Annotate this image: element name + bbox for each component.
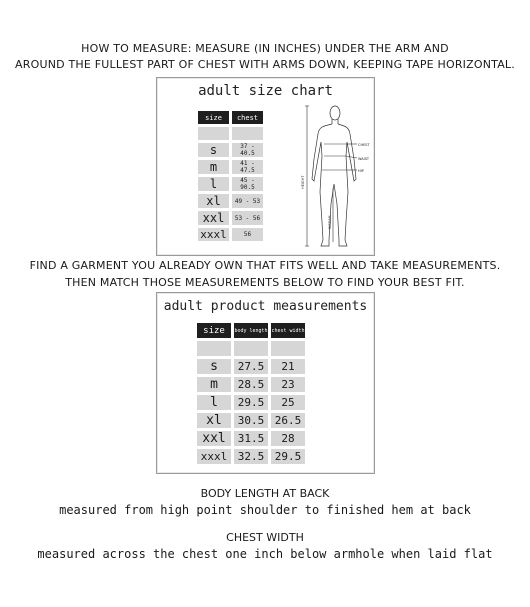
- product-chart-blank-row: [197, 341, 305, 356]
- product-chart-table: [194, 320, 308, 467]
- chest-cell: 53 - 56: [232, 211, 263, 225]
- size-cell: xxl: [198, 211, 229, 225]
- product-header-size: size: [197, 323, 231, 338]
- size-cell: xl: [197, 413, 231, 428]
- intro-line-1: HOW TO MEASURE: MEASURE (IN INCHES) UNDER THE ARM AND: [81, 42, 449, 55]
- size-cell: m: [197, 377, 231, 392]
- chest-cell: 41 - 47.5: [232, 160, 263, 174]
- table-row: [197, 413, 305, 428]
- size-chart-header-chest: chest: [232, 111, 263, 124]
- product-chart-title: adult product measurements: [163, 299, 368, 314]
- intro-line-2: AROUND THE FULLEST PART OF CHEST WITH ARMS DOWN, KEEPING TAPE HORIZONTAL.: [15, 58, 515, 71]
- size-cell: xl: [198, 194, 229, 208]
- length-cell: 30.5: [234, 413, 268, 428]
- size-chart-title: adult size chart: [198, 83, 333, 99]
- length-cell: 32.5: [234, 449, 268, 464]
- width-cell: 29.5: [271, 449, 305, 464]
- middle-line-1: FIND A GARMENT YOU ALREADY OWN THAT FITS WELL AND TAKE MEASUREMENTS.: [29, 259, 501, 272]
- height-label: HEIGHT: [301, 175, 305, 189]
- size-chart-table: [195, 108, 266, 244]
- size-cell: l: [197, 395, 231, 410]
- chest-width-description: measured across the chest one inch below armhole when laid flat: [37, 547, 493, 561]
- table-row: [198, 228, 263, 241]
- width-cell: 25: [271, 395, 305, 410]
- length-cell: 29.5: [234, 395, 268, 410]
- size-chart-header-size: size: [198, 111, 229, 124]
- width-cell: 23: [271, 377, 305, 392]
- width-cell: 21: [271, 359, 305, 374]
- body-length-heading: BODY LENGTH AT BACK: [200, 487, 330, 500]
- width-cell: 28: [271, 431, 305, 446]
- size-cell: xxxl: [197, 449, 231, 464]
- chest-cell: 37 - 40.5: [232, 143, 263, 157]
- size-cell: m: [198, 160, 229, 174]
- chest-label: CHEST: [358, 143, 370, 147]
- size-cell: s: [198, 143, 229, 157]
- size-cell: xxl: [197, 431, 231, 446]
- chest-cell: 45 - 90.5: [232, 177, 263, 191]
- product-header-length: body length: [234, 323, 268, 338]
- chest-cell: 56: [232, 228, 263, 241]
- body-outline-icon: [312, 106, 356, 246]
- size-chart-panel: [156, 77, 375, 256]
- product-header-width: chest width: [271, 323, 305, 338]
- chest-width-heading: CHEST WIDTH: [226, 531, 304, 544]
- table-row: [198, 160, 263, 174]
- middle-line-2: THEN MATCH THOSE MEASUREMENTS BELOW TO FIND YOUR BEST FIT.: [65, 276, 465, 289]
- body-length-description: measured from high point shoulder to finished hem at back: [59, 503, 471, 517]
- size-cell: xxxl: [198, 228, 229, 241]
- table-row: [197, 395, 305, 410]
- inseam-label: INSEAM: [328, 215, 332, 229]
- table-row: [197, 377, 305, 392]
- product-chart-panel: [156, 292, 375, 474]
- length-cell: 27.5: [234, 359, 268, 374]
- size-chart-header-row: [198, 111, 263, 124]
- table-row: [197, 359, 305, 374]
- width-cell: 26.5: [271, 413, 305, 428]
- table-row: [197, 449, 305, 464]
- chest-cell: 49 - 53: [232, 194, 263, 208]
- waist-label: WAIST: [358, 157, 370, 161]
- table-row: [198, 194, 263, 208]
- length-cell: 31.5: [234, 431, 268, 446]
- table-row: [198, 177, 263, 191]
- table-row: [198, 211, 263, 225]
- hip-label: HIP: [358, 169, 364, 173]
- table-row: [198, 143, 263, 157]
- size-chart-blank-row: [198, 127, 263, 140]
- table-row: [197, 431, 305, 446]
- size-cell: l: [198, 177, 229, 191]
- length-cell: 28.5: [234, 377, 268, 392]
- size-cell: s: [197, 359, 231, 374]
- product-chart-header-row: [197, 323, 305, 338]
- body-figure-diagram: [297, 104, 371, 252]
